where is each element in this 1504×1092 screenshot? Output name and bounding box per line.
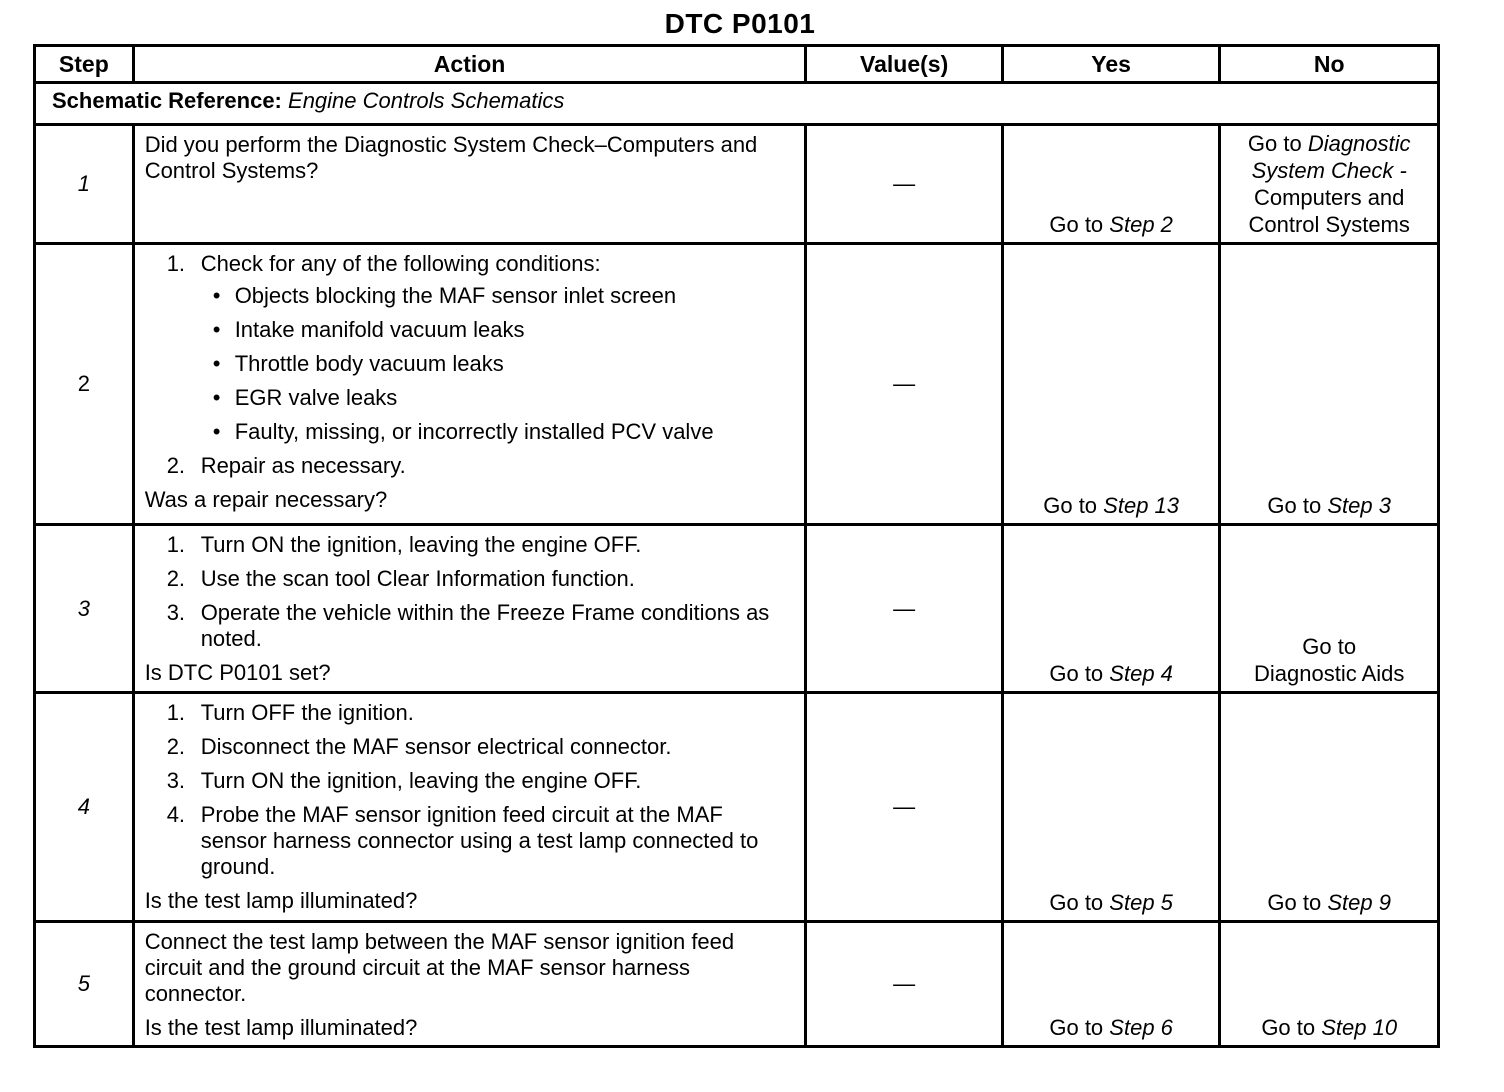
condition-item: • Intake manifold vacuum leaks [235, 317, 795, 343]
action-text: Did you perform the Diagnostic System Check–Computers and Control Systems? [144, 132, 758, 183]
diagnostic-table [33, 44, 1440, 1048]
step-number: 1 [35, 125, 134, 244]
no-cell [1220, 244, 1439, 525]
action-item: 4. Probe the MAF sensor ignition feed circuit at the MAF sensor harness connector using a test lamp connected to ground. [166, 802, 759, 879]
action-text: Connect the test lamp between the MAF sensor ignition feed circuit and the ground circuit at the MAF sensor harness connector. [144, 929, 735, 1006]
action-item: 1. Turn ON the ignition, leaving the engine OFF. [166, 532, 642, 557]
schematic-reference-link[interactable]: Engine Controls Schematics [288, 88, 565, 113]
step-row-4 [35, 693, 1439, 922]
step-action [133, 125, 806, 244]
action-item: 2. Repair as necessary. [166, 453, 406, 478]
step-action [133, 525, 806, 693]
yes-link[interactable]: Step 2 [1109, 212, 1173, 237]
action-item: 1. Turn OFF the ignition. [166, 700, 414, 725]
no-link[interactable]: Step 10 [1321, 1015, 1398, 1040]
no-link[interactable]: Diagnostic Aids [1253, 661, 1405, 686]
schematic-reference-label: Schematic Reference: [52, 88, 282, 113]
action-question: Is the test lamp illuminated? [144, 1015, 418, 1040]
header-no: No [1220, 46, 1439, 83]
no-line: Control Systems [1248, 212, 1410, 237]
step-value: — [806, 244, 1002, 525]
go-to-label: Go to [1049, 890, 1104, 915]
yes-cell [1002, 125, 1220, 244]
page-title: DTC P0101 [664, 8, 816, 39]
condition-item: • Throttle body vacuum leaks [235, 351, 795, 377]
go-to-label: Go to [1043, 493, 1098, 518]
action-item: 3. Operate the vehicle within the Freeze Frame conditions as noted. [166, 600, 770, 651]
action-item: 2. Use the scan tool Clear Information function. [166, 566, 635, 591]
step-value: — [806, 922, 1002, 1047]
step-row-3 [35, 525, 1439, 693]
no-link[interactable]: Step 3 [1327, 493, 1391, 518]
step-number: 5 [35, 922, 134, 1047]
yes-cell [1002, 244, 1220, 525]
no-line [1221, 157, 1437, 184]
go-to-label: Go to [1267, 890, 1322, 915]
go-to-label: Go to [1049, 661, 1104, 686]
no-line: Computers and [1253, 185, 1405, 210]
condition-item: • Faulty, missing, or incorrectly installed PCV valve [235, 419, 795, 445]
condition-list [201, 283, 795, 445]
step-row-5 [35, 922, 1439, 1047]
yes-link[interactable]: Step 5 [1109, 890, 1173, 915]
go-to-label: Go to [1049, 212, 1104, 237]
action-item: 1. Check for any of the following conditions: • Objects blocking the MAF sensor inlet screen • Intake manifold vacuum leaks • Throttle body vacuum leaks • EGR valve leaks • Faulty, missing, or incorrectly installed PCV valve [201, 251, 795, 445]
no-cell [1220, 525, 1439, 693]
yes-cell [1002, 693, 1220, 922]
step-number: 4 [35, 693, 134, 922]
no-cell [1220, 693, 1439, 922]
no-cell [1220, 125, 1439, 244]
action-question: Is DTC P0101 set? [144, 660, 331, 685]
action-question: Is the test lamp illuminated? [144, 888, 418, 913]
condition-item: • Objects blocking the MAF sensor inlet screen [235, 283, 795, 309]
step-number: 3 [35, 525, 134, 693]
yes-link[interactable]: Step 13 [1103, 493, 1180, 518]
step-row-2 [35, 244, 1439, 525]
yes-link[interactable]: Step 4 [1109, 661, 1173, 686]
header-values: Value(s) [806, 46, 1002, 83]
yes-cell [1002, 922, 1220, 1047]
go-to-label: Go to [1261, 1015, 1316, 1040]
step-action [133, 244, 806, 525]
yes-cell [1002, 525, 1220, 693]
header-row [35, 46, 1439, 83]
no-line: Go to [1302, 634, 1357, 659]
step-value: — [806, 125, 1002, 244]
step-number: 2 [35, 244, 134, 525]
schematic-reference-row [35, 83, 1439, 125]
no-line [1221, 130, 1437, 157]
no-link[interactable]: Diagnostic [1307, 131, 1411, 156]
action-list [145, 532, 795, 652]
no-link[interactable]: Step 9 [1327, 890, 1391, 915]
go-to-label: Go to [1267, 493, 1322, 518]
action-list [145, 700, 795, 880]
go-to-label: Go to [1049, 1015, 1104, 1040]
step-action [133, 922, 806, 1047]
no-link[interactable]: System Check - [1251, 158, 1407, 183]
step-value: — [806, 693, 1002, 922]
step-row-1 [35, 125, 1439, 244]
condition-item: • EGR valve leaks [235, 385, 795, 411]
step-action [133, 693, 806, 922]
header-yes: Yes [1002, 46, 1220, 83]
no-cell [1220, 922, 1439, 1047]
go-to-label: Go to [1247, 131, 1302, 156]
action-list [145, 251, 795, 479]
action-item: 2. Disconnect the MAF sensor electrical connector. [166, 734, 672, 759]
action-question: Was a repair necessary? [144, 487, 388, 512]
header-action: Action [133, 46, 806, 83]
action-item: 3. Turn ON the ignition, leaving the engine OFF. [166, 768, 642, 793]
yes-link[interactable]: Step 6 [1109, 1015, 1173, 1040]
step-value: — [806, 525, 1002, 693]
header-step: Step [35, 46, 134, 83]
